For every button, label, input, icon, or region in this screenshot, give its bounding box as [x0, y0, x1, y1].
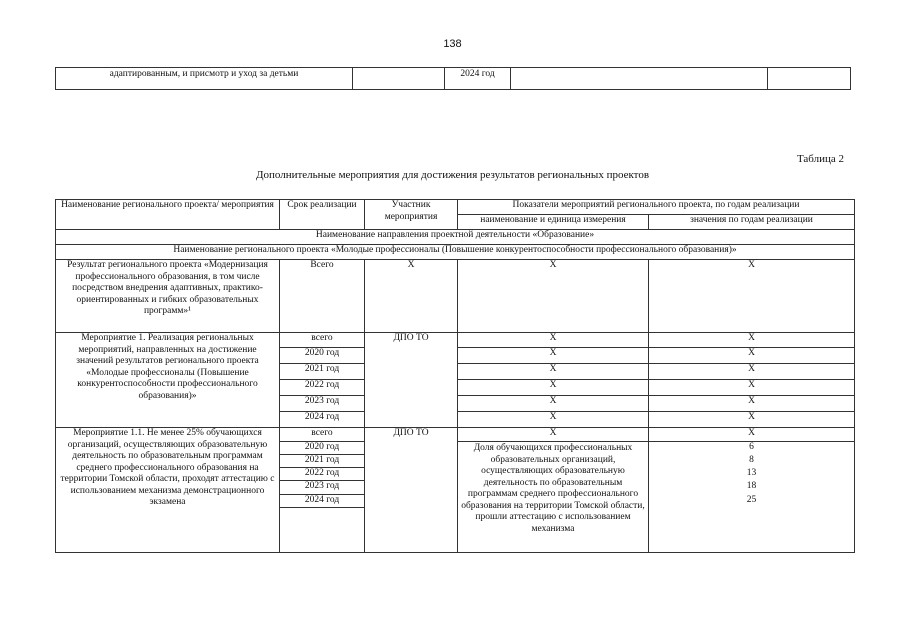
measure1-indicator: X — [458, 348, 649, 364]
measure1-term: 2022 год — [280, 380, 365, 396]
header-indicator-name: наименование и единица измерения — [458, 215, 649, 230]
result-participant: X — [365, 260, 458, 333]
measure1-term: 2024 год — [280, 412, 365, 428]
result-value: X — [649, 260, 855, 333]
header-indicators: Показатели мероприятий регионального проекта, по годам реализации — [458, 200, 855, 215]
header-indicator-values: значения по годам реализации — [649, 215, 855, 230]
empty-cell — [649, 508, 855, 553]
measure11-value: 25 — [649, 495, 855, 508]
direction-row — [56, 230, 855, 245]
table-cell: адаптированным, и присмотр и уход за детьми — [56, 68, 353, 90]
table-cell — [353, 68, 445, 90]
measure1-name: Мероприятие 1. Реализация региональных мероприятий, направленных на достижение значений результатов регионального проекта «Молодые профессионалы (Повышение конкурентоспособности профессионального образования)» — [56, 333, 280, 428]
measure11-indicator: Доля обучающихся профессиональных образовательных организаций, осуществляющих образовательную деятельность по образовательным программам среднего профессионального образования на территории Томской области, прошли аттестацию с использованием механизма — [458, 442, 649, 553]
result-row — [56, 260, 855, 333]
direction-cell: Наименование направления проектной деятельности «Образование» — [56, 230, 855, 245]
measure11-indicator-total: X — [458, 428, 649, 442]
measure1-value: X — [649, 333, 855, 348]
header-name: Наименование регионального проекта/ мероприятия — [56, 200, 280, 230]
table-title: Дополнительные мероприятия для достижения результатов региональных проектов — [255, 169, 650, 181]
measure1-indicator: X — [458, 364, 649, 380]
measure1-indicator: X — [458, 333, 649, 348]
measure11-term: 2023 год — [280, 481, 365, 495]
result-term: Всего — [280, 260, 365, 333]
measure1-indicator: X — [458, 396, 649, 412]
result-name: Результат регионального проекта «Модернизация профессионального образования, в том числе посредством внедрения адаптивных, практико-ориентированных и гибких образовательных программ»¹ — [56, 260, 280, 333]
measure1-term: всего — [280, 333, 365, 348]
measure11-term: 2020 год — [280, 442, 365, 455]
table-row — [56, 428, 855, 442]
measure1-indicator: X — [458, 412, 649, 428]
continued-table-row — [55, 67, 851, 90]
measure1-indicator: X — [458, 380, 649, 396]
result-indicator: X — [458, 260, 649, 333]
measure1-term: 2021 год — [280, 364, 365, 380]
measure11-term: 2022 год — [280, 468, 365, 481]
page-number: 138 — [443, 38, 462, 50]
table-row — [56, 333, 855, 348]
table-cell — [768, 68, 851, 90]
measures-table — [55, 199, 855, 553]
measure1-term: 2020 год — [280, 348, 365, 364]
project-row — [56, 245, 855, 260]
measure11-value: 6 — [649, 442, 855, 455]
measure1-value: X — [649, 348, 855, 364]
measure1-value: X — [649, 412, 855, 428]
project-cell: Наименование регионального проекта «Молодые профессионалы (Повышение конкурентоспособности профессионального образования)» — [56, 245, 855, 260]
measure1-value: X — [649, 380, 855, 396]
measure11-term: всего — [280, 428, 365, 442]
measure11-term: 2021 год — [280, 455, 365, 468]
measure1-value: X — [649, 396, 855, 412]
measure11-value-total: X — [649, 428, 855, 442]
measure11-term: 2024 год — [280, 495, 365, 508]
measure11-participant: ДПО ТО — [365, 428, 458, 553]
measure1-term: 2023 год — [280, 396, 365, 412]
header-term: Срок реализации — [280, 200, 365, 230]
header-participant: Участник мероприятия — [365, 200, 458, 230]
measure1-participant: ДПО ТО — [365, 333, 458, 428]
table-cell — [511, 68, 768, 90]
table-row — [56, 68, 851, 90]
measure11-name: Мероприятие 1.1. Не менее 25% обучающихся организаций, осуществляющих образовательную деятельность по образовательным программам среднего профессионального образования на территории Томской области, проходят аттестацию с использованием механизма демонстрационного экзамена — [56, 428, 280, 553]
header-row — [56, 200, 855, 215]
table-cell: 2024 год — [445, 68, 511, 90]
measure11-value: 13 — [649, 468, 855, 481]
measure11-value: 8 — [649, 455, 855, 468]
table-label: Таблица 2 — [796, 153, 844, 165]
empty-cell — [280, 508, 365, 553]
measure1-value: X — [649, 364, 855, 380]
measure11-value: 18 — [649, 481, 855, 495]
